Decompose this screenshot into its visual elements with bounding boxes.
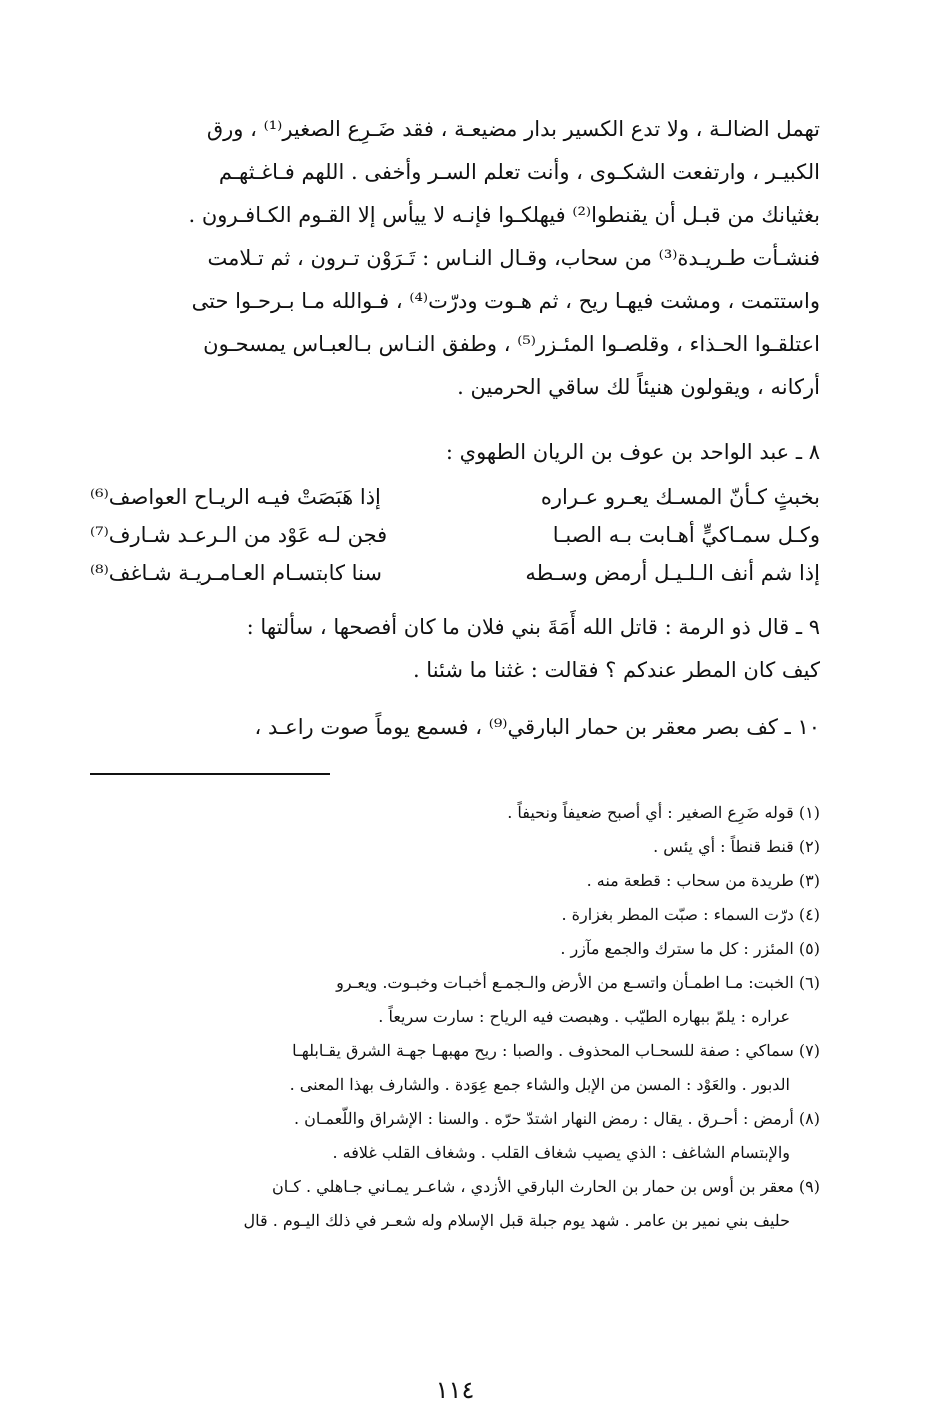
verse-line [90,478,820,516]
footnote-2: (٢) قنط قنطاً : أي يئس . [653,837,820,856]
page-body [90,108,820,1404]
footnote-9: (٩) معقر بن أوس بن حمار بن الحارث البارقي الأزدي ، شاعـر يمـاني جـاهلي . كـان [271,1177,820,1196]
verse-second-hemistich: إذا هَبَصَتْ فيـه الريـاح العواصف⁽⁶⁾ [90,485,381,509]
text-line: فنشـأت طـريـدة⁽³⁾ من سحاب، وقـال النـاس : تَـرَوْن تـرون ، ثم تـلامت [207,246,820,270]
paragraph-1 [90,108,820,409]
verse-second-hemistich: سنا كابتسـام العـامـريـة شـاغف⁽⁸⁾ [90,561,382,585]
verse-first-hemistich: وكـل سمـاكيٍّ أهـابت بـه الصبـا [552,523,820,547]
verse-first-hemistich: إذا شم أنف الـلـيـل أرمض وسـطه [525,561,820,585]
text-line: تهمل الضالـة ، ولا تدع الكسير بدار مضيعـة ، فقد ضَـرِع الصغير⁽¹⁾ ، ورق [206,117,820,141]
footnote-7-continued: الدبور . والعَوْد : المسن من الإبل والشاء جمع عِوَدة . والشارف بهذا المعنى . [289,1075,790,1094]
verse-line [90,516,820,554]
item-9-paragraph [90,606,820,692]
verse-second-hemistich: فجن لـه عَوْد من الـرعـد شـارف⁽⁷⁾ [90,523,388,547]
footnote-4: (٤) درّت السماء : صبّت المطر بغزارة . [561,905,820,924]
footnote-separator [90,773,330,775]
footnotes [90,796,820,1238]
page-number: ١١٤ [435,1376,475,1404]
footnote-8: (٨) أرمض : أحـرق . يقال : رمض النهار اشتدّ حرّه . والسنا : الإشراق واللّعمـان . [293,1109,820,1128]
footnote-1: (١) قوله ضَرِع الصغير : أي أصبح ضعيفاً ونحيفاً . [507,803,820,822]
text-line: ٩ ـ قال ذو الرمة : قاتل الله أَمَةَ بني فلان ما كان أفصحها ، سألتها : [246,615,820,639]
verse-first-hemistich: بخبثٍ كـأنّ المسـك يعـرو عـراره [540,485,820,509]
text-line: كيف كان المطر عندكم ؟ فقالت : غثنا ما شئنا . [412,658,820,682]
text-line: ١٠ ـ كف بصر معقر بن حمار البارقي⁽⁹⁾ ، فسمع يوماً صوت راعـد ، [254,715,820,739]
footnote-7: (٧) سماكي : صفة للسحـاب المحذوف . والصبا : ريح مهبهـا جهـة الشرق يقـابلهـا [292,1041,820,1060]
text-line: أركانه ، ويقولون هنيئاً لك ساقي الحرمين . [457,375,820,399]
text-line: بغثيانك من قبـل أن يقنطوا⁽²⁾ فيهلكـوا فإنـه لا ييأس إلا القـوم الكـافـرون . [188,203,820,227]
footnote-9-continued: حليف بني نمير بن عامر . شهد يوم جبلة قبل الإسلام وله شعـر في ذلك اليـوم . قال [243,1211,790,1230]
footnote-6: (٦) الخبت: مـا اطمـأن واتسـع من الأرض والـجمـع أخبـات وخبـوت. ويعـرو [336,973,820,992]
item-8-heading: ٨ ـ عبد الواحد بن عوف بن الريان الطهوي : [445,440,820,464]
poem-verses [90,478,820,592]
footnote-6-continued: عراره : يلمّ ببهاره الطيّب . وهبصت فيه الرياح : سارت سريعاً . [378,1007,790,1026]
text-line: الكبيـر ، وارتفعت الشكـوى ، وأنت تعلم السـر وأخفى . اللهم فـاغـثهـم [218,160,820,184]
text-line: اعتلقـوا الحـذاء ، وقلصـوا المئـزر⁽⁵⁾ ، وطفق النـاس بـالعبـاس يمسحـون [203,332,820,356]
verse-line [90,554,820,592]
footnote-8-continued: والإبتسام الشاغف : الذي يصيب شغاف القلب . وشغاف القلب غلافه . [332,1143,790,1162]
footnote-5: (٥) المئزر : كل ما سترك والجمع مآزر . [560,939,820,958]
item-10-paragraph [90,706,820,749]
footnote-3: (٣) طريدة من سحاب : قطعة منه . [586,871,820,890]
text-line: واستتمت ، ومشت فيهـا ريح ، ثم هـوت ودرّت⁽⁴⁾ ، فـوالله مـا بـرحـوا حتى [191,289,820,313]
